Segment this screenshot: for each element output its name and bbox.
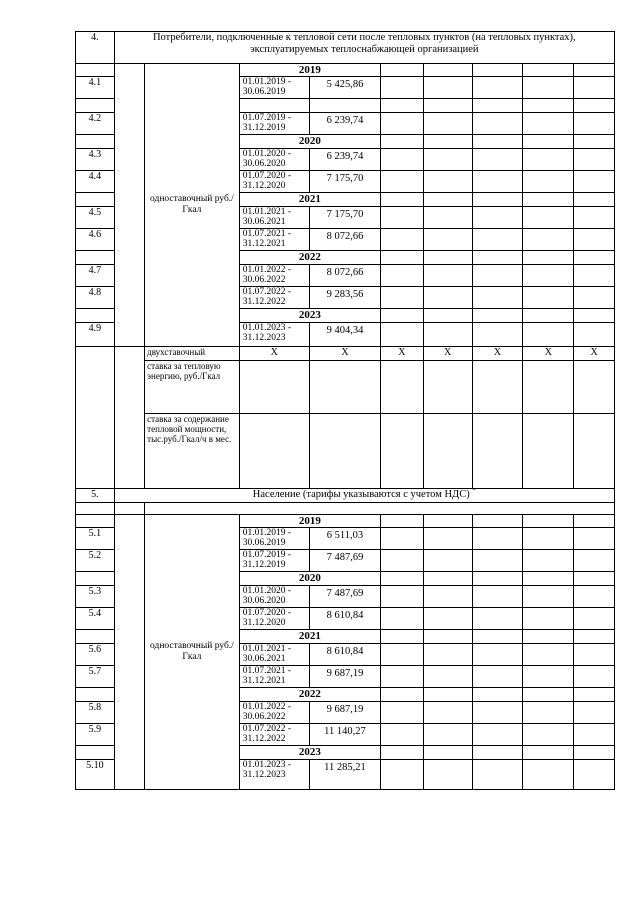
empty-cell [523, 287, 574, 309]
empty-cell [574, 608, 615, 630]
empty-cell [472, 666, 523, 688]
period-cell: 01.01.2021 - 30.06.2021 [239, 207, 309, 229]
year-label: 2021 [239, 193, 380, 207]
empty-cell [423, 361, 472, 414]
empty-cell [381, 171, 424, 193]
empty-cell [523, 630, 574, 644]
section-title [114, 489, 614, 503]
empty-cell [523, 608, 574, 630]
empty-cell [381, 688, 424, 702]
empty-cell [423, 207, 472, 229]
empty-cell [423, 644, 472, 666]
empty-cell [381, 515, 424, 528]
row-number: 4.9 [76, 323, 115, 347]
empty-cell [239, 361, 309, 414]
x-mark: X [523, 347, 574, 361]
section-number: 4. [76, 32, 115, 64]
empty-cell [145, 503, 615, 515]
tariff-value: 9 283,56 [309, 287, 380, 309]
empty-cell [523, 586, 574, 608]
empty-cell [423, 229, 472, 251]
empty-cell [523, 746, 574, 760]
empty-cell [472, 572, 523, 586]
empty-cell [574, 760, 615, 790]
empty-cell [423, 515, 472, 528]
empty-cell [381, 572, 424, 586]
tariff-value: 9 404,34 [309, 323, 380, 347]
empty-cell [523, 309, 574, 323]
year-label: 2023 [239, 309, 380, 323]
empty-cell [574, 702, 615, 724]
x-mark: X [423, 347, 472, 361]
empty-cell [381, 528, 424, 550]
empty-cell [472, 361, 523, 414]
period-cell: 01.01.2020 - 30.06.2020 [239, 586, 309, 608]
row-number: 4.1 [76, 77, 115, 99]
row-number [76, 630, 115, 644]
empty-cell [472, 309, 523, 323]
tariff-value: 8 072,66 [309, 229, 380, 251]
empty-cell [381, 702, 424, 724]
empty-cell [472, 323, 523, 347]
tariff-value: 7 487,69 [309, 586, 380, 608]
empty-cell [523, 77, 574, 99]
row-number [76, 347, 115, 489]
empty-cell [423, 760, 472, 790]
year-label: 2021 [239, 630, 380, 644]
empty-cell [574, 193, 615, 207]
empty-cell [423, 77, 472, 99]
empty-cell [423, 193, 472, 207]
empty-cell [574, 113, 615, 135]
empty-cell [472, 515, 523, 528]
row-number [76, 135, 115, 149]
section-title-text: Население (тарифы указываются с учетом НДС) [252, 489, 470, 500]
empty-cell [472, 135, 523, 149]
tariff-value: 9 687,19 [309, 666, 380, 688]
empty-cell [574, 323, 615, 347]
empty-cell [423, 630, 472, 644]
empty-cell [472, 99, 523, 113]
row-number [76, 746, 115, 760]
empty-cell [523, 193, 574, 207]
empty-cell [423, 724, 472, 746]
empty-cell [574, 64, 615, 77]
empty-cell [472, 265, 523, 287]
row-number: 5.1 [76, 528, 115, 550]
section-5-header-row [76, 489, 615, 503]
empty-cell [423, 64, 472, 77]
row-number [76, 251, 115, 265]
x-mark: X [472, 347, 523, 361]
energy-rate-label: ставка за тепловую энергию, руб./Гкал [145, 361, 240, 414]
row-number: 4.2 [76, 113, 115, 135]
period-cell: 01.07.2019 - 31.12.2019 [239, 113, 309, 135]
period-cell: 01.01.2021 - 30.06.2021 [239, 644, 309, 666]
empty-cell [381, 630, 424, 644]
empty-cell [574, 309, 615, 323]
empty-cell [423, 171, 472, 193]
section-number: 5. [76, 489, 115, 503]
empty-cell [472, 746, 523, 760]
period-cell: 01.01.2022 - 30.06.2022 [239, 702, 309, 724]
empty-cell [423, 113, 472, 135]
period-cell: 01.07.2022 - 31.12.2022 [239, 724, 309, 746]
empty-cell [523, 323, 574, 347]
empty-cell [574, 77, 615, 99]
empty-cell [381, 149, 424, 171]
value-cell [309, 99, 380, 113]
empty-cell [381, 309, 424, 323]
empty-cell [574, 229, 615, 251]
footnote-mark: * [472, 488, 476, 495]
empty-cell [574, 361, 615, 414]
year-label: 2022 [239, 251, 380, 265]
empty-cell [472, 149, 523, 171]
empty-cell [381, 265, 424, 287]
empty-cell [423, 688, 472, 702]
row-number [76, 515, 115, 528]
row-number: 5.10 [76, 760, 115, 790]
empty-cell [423, 287, 472, 309]
empty-cell [381, 251, 424, 265]
empty-cell [381, 361, 424, 414]
empty-cell [472, 193, 523, 207]
empty-cell [423, 265, 472, 287]
two-rate-row [76, 347, 615, 361]
row-number [76, 99, 115, 113]
empty-cell [574, 550, 615, 572]
empty-cell [472, 724, 523, 746]
capacity-rate-label: ставка за содержание тепловой мощности, тыс.руб./Гкал/ч в мес. [145, 414, 240, 489]
empty-cell [381, 135, 424, 149]
empty-cell [472, 630, 523, 644]
period-cell: 01.07.2020 - 31.12.2020 [239, 608, 309, 630]
empty-cell [381, 644, 424, 666]
empty-cell [574, 688, 615, 702]
period-cell: 01.07.2020 - 31.12.2020 [239, 171, 309, 193]
empty-cell [574, 528, 615, 550]
empty-cell [472, 207, 523, 229]
empty-cell [381, 550, 424, 572]
empty-cell [523, 135, 574, 149]
empty-cell [423, 99, 472, 113]
empty-cell [574, 515, 615, 528]
empty-cell [523, 229, 574, 251]
period-cell: 01.01.2019 - 30.06.2019 [239, 528, 309, 550]
empty-cell [423, 135, 472, 149]
tariff-value: 8 610,84 [309, 608, 380, 630]
empty-cell [381, 64, 424, 77]
row-number: 5.7 [76, 666, 115, 688]
empty-cell [523, 688, 574, 702]
empty-cell [76, 503, 115, 515]
row-number: 5.4 [76, 608, 115, 630]
empty-cell [523, 414, 574, 489]
year-label: 2022 [239, 688, 380, 702]
empty-cell [423, 251, 472, 265]
empty-cell [472, 171, 523, 193]
empty-cell [472, 550, 523, 572]
x-mark: X [309, 347, 380, 361]
row-number [76, 572, 115, 586]
empty-cell [574, 746, 615, 760]
empty-cell [574, 149, 615, 171]
empty-cell [114, 503, 145, 515]
empty-cell [423, 746, 472, 760]
empty-cell [523, 171, 574, 193]
empty-cell [381, 724, 424, 746]
empty-cell [472, 77, 523, 99]
tariff-value: 11 285,21 [309, 760, 380, 790]
empty-cell [309, 361, 380, 414]
row-number: 5.2 [76, 550, 115, 572]
period-cell: 01.07.2019 - 31.12.2019 [239, 550, 309, 572]
period-cell [239, 99, 309, 113]
empty-cell [381, 207, 424, 229]
row-number [76, 688, 115, 702]
empty-cell [472, 113, 523, 135]
x-mark: X [381, 347, 424, 361]
row-number: 4.5 [76, 207, 115, 229]
tariff-value: 7 175,70 [309, 171, 380, 193]
row-number [76, 309, 115, 323]
empty-cell [523, 361, 574, 414]
row-number [76, 193, 115, 207]
year-label: 2019 [239, 64, 380, 77]
empty-cell [574, 207, 615, 229]
empty-cell [423, 528, 472, 550]
table-body [76, 32, 615, 790]
empty-cell [574, 644, 615, 666]
empty-cell [381, 323, 424, 347]
empty-cell [574, 265, 615, 287]
empty-cell [423, 572, 472, 586]
period-cell: 01.01.2020 - 30.06.2020 [239, 149, 309, 171]
capacity-rate-row [76, 414, 615, 489]
section-4-header-row [76, 32, 615, 64]
empty-cell [574, 171, 615, 193]
tariff-value: 7 175,70 [309, 207, 380, 229]
tariff-value: 9 687,19 [309, 702, 380, 724]
row-number: 4.4 [76, 171, 115, 193]
period-cell: 01.07.2021 - 31.12.2021 [239, 666, 309, 688]
empty-cell [523, 550, 574, 572]
year-label: 2020 [239, 135, 380, 149]
empty-cell [381, 113, 424, 135]
single-rate-label: одноставочный руб./Гкал [145, 64, 240, 347]
period-cell: 01.01.2023 - 31.12.2023 [239, 760, 309, 790]
empty-cell [239, 414, 309, 489]
empty-cell [574, 666, 615, 688]
empty-cell [574, 586, 615, 608]
empty-cell [472, 414, 523, 489]
empty-cell [472, 760, 523, 790]
empty-cell [472, 528, 523, 550]
period-cell: 01.01.2022 - 30.06.2022 [239, 265, 309, 287]
year-row [76, 64, 615, 77]
empty-cell [472, 229, 523, 251]
empty-cell [423, 608, 472, 630]
empty-cell [523, 207, 574, 229]
empty-cell [472, 644, 523, 666]
empty-cell [523, 644, 574, 666]
row-number [76, 64, 115, 77]
row-number: 5.6 [76, 644, 115, 666]
empty-cell [472, 251, 523, 265]
empty-cell [472, 586, 523, 608]
empty-cell [381, 229, 424, 251]
empty-cell [381, 760, 424, 790]
empty-cell [423, 586, 472, 608]
empty-cell [523, 99, 574, 113]
empty-cell [523, 702, 574, 724]
row-number: 4.7 [76, 265, 115, 287]
empty-cell [574, 572, 615, 586]
period-cell: 01.07.2022 - 31.12.2022 [239, 287, 309, 309]
empty-cell [381, 746, 424, 760]
empty-cell [523, 251, 574, 265]
empty-cell [523, 572, 574, 586]
empty-cell [523, 528, 574, 550]
empty-cell [423, 323, 472, 347]
empty-cell [423, 149, 472, 171]
empty-cell [423, 550, 472, 572]
tariff-value: 7 487,69 [309, 550, 380, 572]
empty-cell [423, 414, 472, 489]
empty-cell [523, 724, 574, 746]
blank-column [114, 64, 145, 347]
row-number: 5.9 [76, 724, 115, 746]
period-cell: 01.01.2019 - 30.06.2019 [239, 77, 309, 99]
blank-column [114, 347, 145, 489]
empty-cell [574, 414, 615, 489]
section-title: Потребители, подключенные к тепловой сети после тепловых пунктов (на тепловых пунктах), эксплуатируемых теплоснабжающей организацией [114, 32, 614, 64]
empty-cell [523, 265, 574, 287]
empty-cell [472, 64, 523, 77]
empty-cell [472, 287, 523, 309]
row-number: 5.3 [76, 586, 115, 608]
period-cell: 01.07.2021 - 31.12.2021 [239, 229, 309, 251]
empty-cell [574, 724, 615, 746]
row-number: 4.3 [76, 149, 115, 171]
empty-cell [472, 608, 523, 630]
empty-cell [381, 666, 424, 688]
empty-cell [381, 414, 424, 489]
empty-cell [423, 309, 472, 323]
empty-cell [574, 135, 615, 149]
tariff-value: 6 511,03 [309, 528, 380, 550]
year-label: 2023 [239, 746, 380, 760]
empty-cell [523, 515, 574, 528]
period-cell: 01.01.2023 - 31.12.2023 [239, 323, 309, 347]
tariff-value: 5 425,86 [309, 77, 380, 99]
empty-cell [523, 666, 574, 688]
empty-cell [523, 113, 574, 135]
empty-cell [574, 99, 615, 113]
empty-cell [309, 414, 380, 489]
empty-cell [381, 287, 424, 309]
empty-cell [381, 99, 424, 113]
energy-rate-row [76, 361, 615, 414]
empty-cell [523, 64, 574, 77]
empty-cell [381, 586, 424, 608]
single-rate-label: одноставочный руб./Гкал [145, 515, 240, 790]
x-mark: X [239, 347, 309, 361]
blank-column [114, 515, 145, 790]
x-mark: X [574, 347, 615, 361]
empty-cell [574, 630, 615, 644]
empty-cell [423, 702, 472, 724]
tariff-value: 8 610,84 [309, 644, 380, 666]
empty-cell [523, 760, 574, 790]
empty-cell [472, 702, 523, 724]
tariff-value: 6 239,74 [309, 149, 380, 171]
empty-cell [381, 608, 424, 630]
empty-cell [381, 77, 424, 99]
tariff-value: 11 140,27 [309, 724, 380, 746]
row-number: 5.8 [76, 702, 115, 724]
empty-cell [472, 688, 523, 702]
empty-cell [574, 287, 615, 309]
tariff-value: 8 072,66 [309, 265, 380, 287]
empty-cell [423, 666, 472, 688]
empty-cell [523, 149, 574, 171]
empty-cell [574, 251, 615, 265]
year-label: 2020 [239, 572, 380, 586]
row-number: 4.8 [76, 287, 115, 309]
empty-cell [381, 193, 424, 207]
tariff-value: 6 239,74 [309, 113, 380, 135]
tariff-table [75, 31, 615, 790]
year-label: 2019 [239, 515, 380, 528]
two-rate-label: двухставочный [145, 347, 240, 361]
year-row [76, 515, 615, 528]
tariff-document [75, 31, 615, 790]
row-number: 4.6 [76, 229, 115, 251]
spacer-row [76, 503, 615, 515]
